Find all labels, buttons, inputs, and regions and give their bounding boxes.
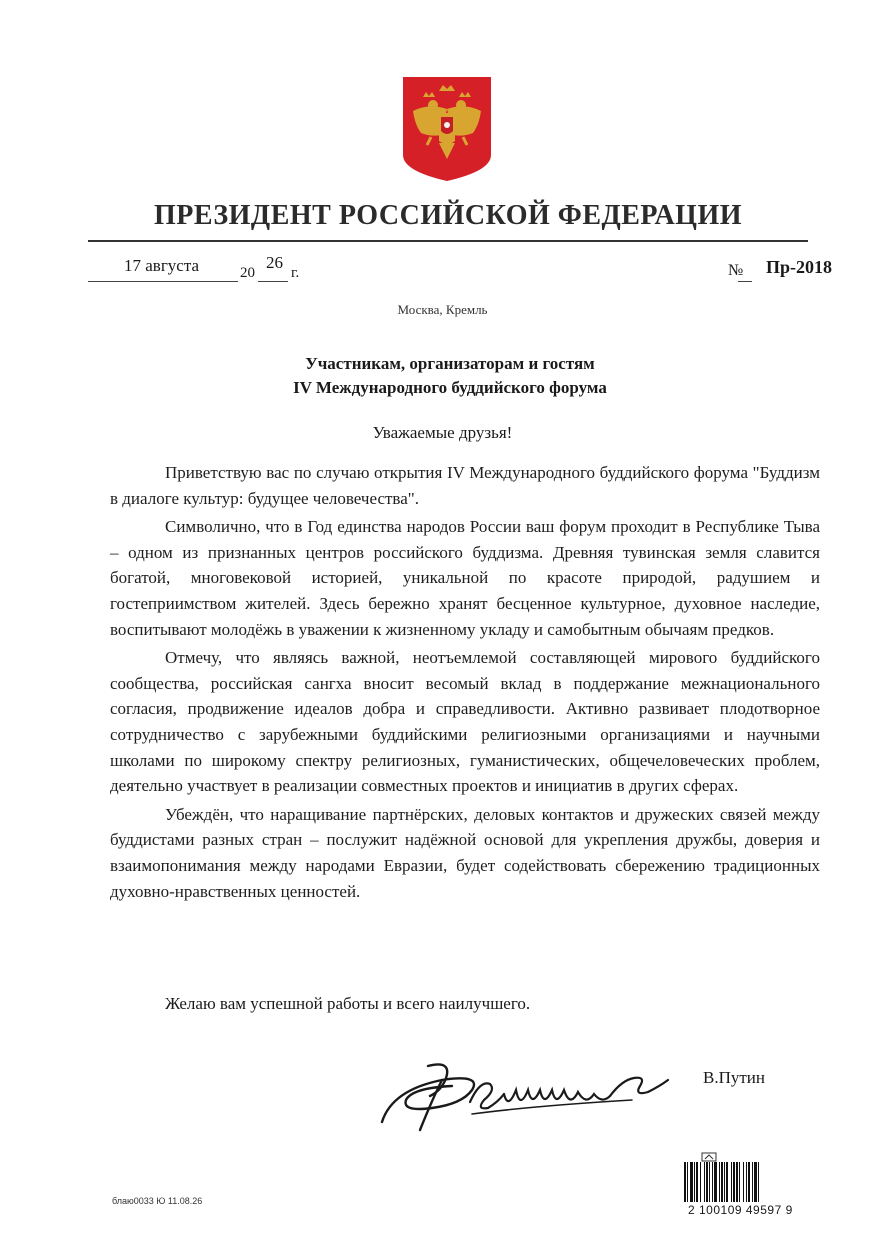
- paragraph-3: Отмечу, что являясь важной, неотъемлемой составляющей мирового буддийского сообщества, российская сангха вносит весомый вклад в поддержание межнационального согласия, продвижение идеалов добра и справедливости. Активно развивает плодотворное сотрудничество с зарубежными буддийскими религиозными организациями и научными школами по широкому спектру религиозных, гуманистических, общечеловеческих проблем, деятельно участвует в реализации совместных проектов и инициатив в других сферах.: [110, 648, 820, 796]
- addressee: [160, 352, 740, 400]
- addressee-line-2: IV Международного буддийского форума: [293, 378, 607, 397]
- number-sign: №: [728, 262, 744, 279]
- barcode-icon: [684, 1162, 806, 1202]
- document-number: Пр-2018: [766, 257, 833, 277]
- paragraph-1: Приветствую вас по случаю открытия IV Международного буддийского форума "Буддизм в диалоге культур: будущее человечества".: [110, 463, 820, 508]
- russian-coat-of-arms-icon: [401, 75, 493, 183]
- barcode-number: 2 100109 49597 9: [688, 1203, 793, 1217]
- year-underline: [258, 281, 288, 282]
- form-code: блаю0033 Ю 11.08.26: [112, 1196, 203, 1206]
- header-divider: [88, 240, 808, 242]
- addressee-line-1: Участникам, организаторам и гостям: [305, 354, 595, 373]
- signer-name: В.Путин: [703, 1068, 765, 1087]
- paragraph-4: Убеждён, что наращивание партнёрских, деловых контактов и дружеских связей между буддистами разных стран – послужит надёжной основой для укрепления дружбы, доверия и взаимопонимания между народами Евразии, будет содействовать сбережению традиционных духовно-нравственных ценностей.: [110, 804, 820, 901]
- date-year-prefix: 20: [240, 265, 255, 281]
- date-year-unit: г.: [291, 265, 300, 281]
- letter-body: [110, 460, 820, 907]
- handwritten-signature: [372, 1050, 672, 1138]
- place-of-issue: Москва, Кремль: [397, 302, 488, 317]
- date-day-month: 17 августа: [124, 256, 200, 275]
- date-underline: [88, 281, 238, 282]
- greeting: Уважаемые друзья!: [372, 423, 513, 442]
- number-underline: [738, 281, 752, 282]
- barcode-mark-icon: [701, 1152, 717, 1162]
- paragraph-2: Символично, что в Год единства народов России ваш форум проходит в Республике Тыва – одном из признанных центров российского буддизма. Древняя тувинская земля славится богатой, многовековой историей, уникальной по красоте природой, радушием и гостеприимством жителей. Здесь бережно хранят бесценное культурное, духовное наследие, воспитывают молодёжь в уважении к жизненному укладу и самобытным обычаям предков.: [110, 517, 820, 639]
- closing-line: Желаю вам успешной работы и всего наилучшего.: [165, 994, 531, 1013]
- header-title: ПРЕЗИДЕНТ РОССИЙСКОЙ ФЕДЕРАЦИИ: [153, 200, 743, 231]
- date-year-suffix: 26: [266, 253, 283, 272]
